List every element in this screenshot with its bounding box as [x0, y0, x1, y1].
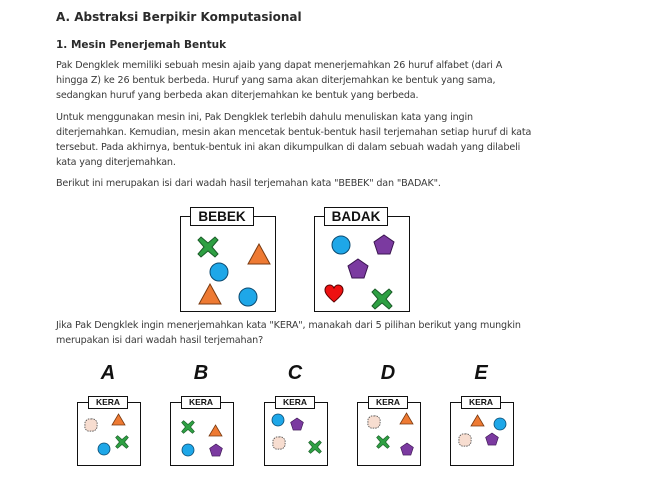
box-label: BADAK — [324, 207, 388, 226]
blue-circle-icon — [493, 417, 507, 431]
purple-pentagon-icon — [209, 443, 223, 457]
option-d-letter: D — [380, 362, 396, 384]
red-heart-icon — [324, 284, 344, 303]
option-c[interactable] — [264, 397, 328, 466]
blue-circle-icon — [271, 413, 285, 427]
example-box-bebek — [180, 209, 276, 312]
green-cross-icon — [376, 435, 390, 449]
blue-circle-icon — [97, 442, 111, 456]
peach-blob-icon — [458, 433, 473, 448]
option-b-letter: B — [193, 362, 209, 384]
green-cross-icon — [197, 236, 219, 258]
orange-triangle-icon — [208, 424, 223, 437]
paragraph-intro: Pak Dengklek memiliki sebuah mesin ajaib yang dapat menerjemahkan 26 huruf alfabet (dari A hingga Z) ke 26 bentuk berbeda. Huruf yang sama akan diterjemahkan ke bentuk yang sama, sedangkan huruf yang berbeda akan diterjemahkan ke bentuk yang berbeda. — [56, 60, 503, 101]
peach-blob-icon — [272, 436, 287, 451]
green-cross-icon — [308, 440, 322, 454]
example-box-badak — [314, 209, 410, 312]
green-cross-icon — [371, 288, 393, 310]
blue-circle-icon — [238, 287, 258, 307]
purple-pentagon-icon — [347, 258, 369, 279]
box-label: KERA — [275, 396, 315, 409]
purple-pentagon-icon — [290, 417, 304, 431]
box-label: KERA — [88, 396, 128, 409]
blue-circle-icon — [331, 235, 351, 255]
box-label: BEBEK — [190, 207, 254, 226]
paragraph-usage: Untuk menggunakan mesin ini, Pak Dengklek terlebih dahulu menuliskan kata yang ingin diterjemahkan. Kemudian, mesin akan mencetak bentuk-bentuk hasil terjemahan setiap huruf di kata tersebut. Pada akhirnya, bentuk-bentuk ini akan dikumpulkan di dalam sebuah wadah yang dilabeli kata yang diterjemahkan. — [56, 112, 532, 168]
orange-triangle-icon — [198, 283, 222, 305]
option-e[interactable] — [450, 397, 514, 466]
purple-pentagon-icon — [485, 432, 499, 446]
box-label: KERA — [368, 396, 408, 409]
option-d[interactable] — [357, 397, 421, 466]
option-a[interactable] — [77, 397, 141, 466]
peach-blob-icon — [84, 418, 99, 433]
green-cross-icon — [181, 420, 195, 434]
green-cross-icon — [115, 435, 129, 449]
peach-blob-icon — [367, 415, 382, 430]
option-a-letter: A — [100, 362, 116, 384]
option-b[interactable] — [170, 397, 234, 466]
box-label: KERA — [181, 396, 221, 409]
orange-triangle-icon — [111, 413, 126, 426]
paragraph-examples: Berikut ini merupakan isi dari wadah hasil terjemahan kata "BEBEK" dan "BADAK". — [56, 178, 441, 189]
section-title: A. Abstraksi Berpikir Komputasional — [56, 10, 302, 24]
orange-triangle-icon — [470, 414, 485, 427]
paragraph-question: Jika Pak Dengklek ingin menerjemahkan kata "KERA", manakah dari 5 pilihan berikut yang mungkin merupakan isi dari wadah hasil terjemahan? — [56, 320, 521, 346]
question-title: 1. Mesin Penerjemah Bentuk — [56, 39, 227, 51]
blue-circle-icon — [209, 262, 229, 282]
option-e-letter: E — [474, 362, 488, 384]
blue-circle-icon — [181, 443, 195, 457]
orange-triangle-icon — [399, 412, 414, 425]
purple-pentagon-icon — [373, 234, 395, 255]
purple-pentagon-icon — [400, 442, 414, 456]
option-c-letter: C — [287, 362, 303, 384]
orange-triangle-icon — [247, 243, 271, 265]
box-label: KERA — [461, 396, 501, 409]
